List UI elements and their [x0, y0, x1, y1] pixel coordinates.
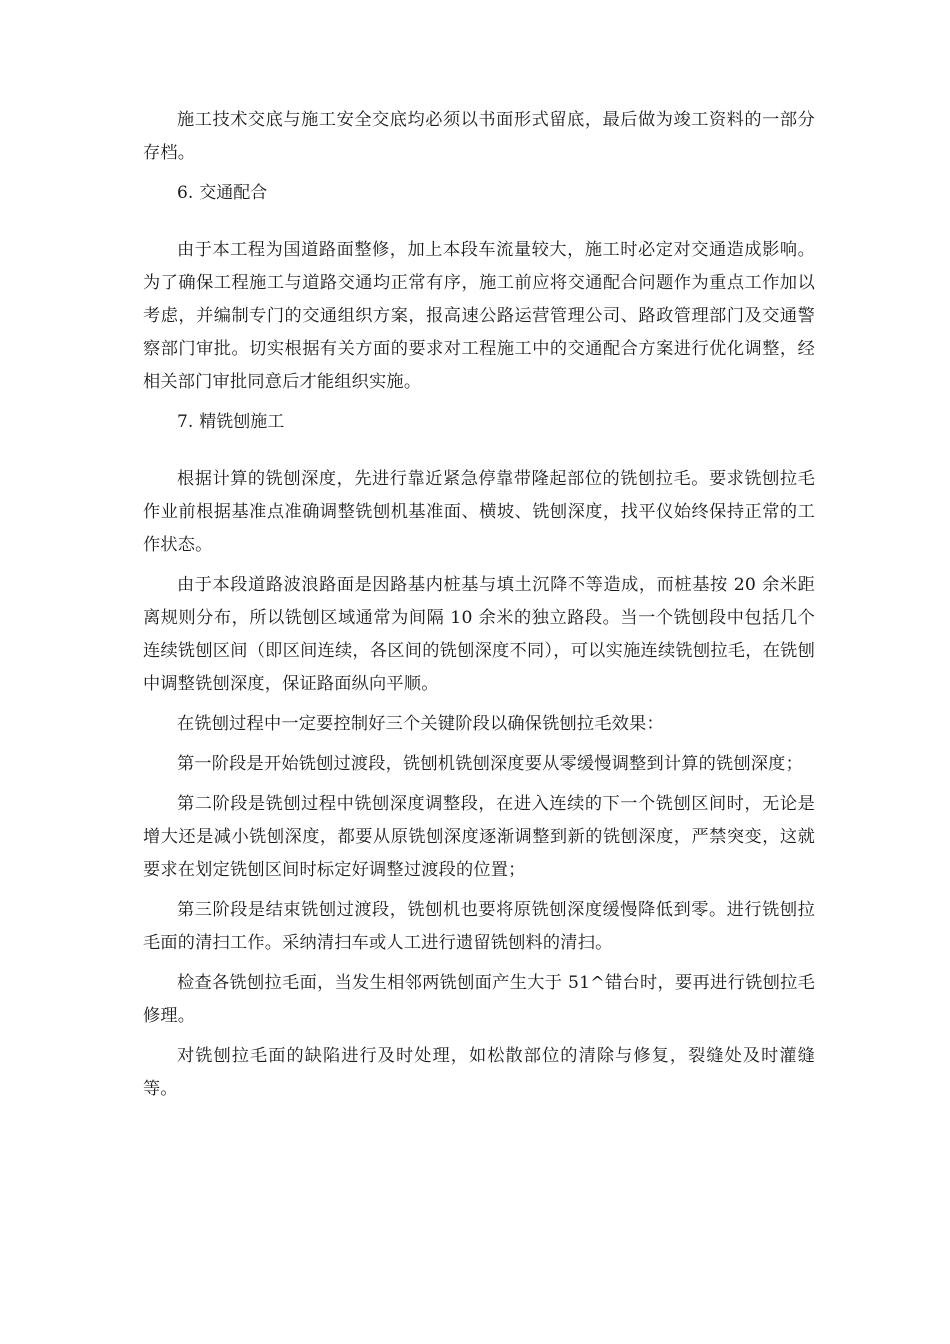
- section-heading-milling: [143, 406, 815, 439]
- paragraph-defect-treatment: 对铣刨拉毛面的缺陷进行及时处理，如松散部位的清除与修复，裂缝处及时灌缝等。: [143, 1046, 815, 1099]
- paragraph-stage-three: 第三阶段是结束铣刨过渡段，铣刨机也要将原铣刨深度缓慢降低到零。进行铣刨拉毛面的清扫工作。采纳清扫车或人工进行遗留铣刨料的清扫。: [143, 900, 815, 953]
- paragraph-disclosure-archive: 施工技术交底与施工安全交底均必须以书面形式留底，最后做为竣工资料的一部分存档。: [143, 110, 815, 163]
- paragraph-wave-pavement: 由于本段道路波浪路面是因路基内桩基与填土沉降不等造成，而桩基按 20 余米距离规则分布，所以铣刨区域通常为间隔 10 余米的独立路段。当一个铣刨段中包括几个连续铣刨区间（即区间连续，各区间的铣刨深度不同），可以实施连续铣刨拉毛，在铣刨中调整铣刨深度，保证路面纵向平顺。: [143, 575, 815, 694]
- paragraph-inspection: 检查各铣刨拉毛面，当发生相邻两铣刨面产生大于 51^错台时，要再进行铣刨拉毛修理。: [143, 973, 815, 1026]
- section-number: 7.: [177, 412, 194, 432]
- paragraph-traffic-coordination: 由于本工程为国道路面整修，加上本段车流量较大，施工时必定对交通造成影响。为了确保工程施工与道路交通均正常有序，施工前应将交通配合问题作为重点工作加以考虑，并编制专门的交通组织方案，报高速公路运营管理公司、路政管理部门及交通警察部门审批。切实根据有关方面的要求对工程施工中的交通配合方案进行优化调整，经相关部门审批同意后才能组织实施。: [143, 240, 815, 392]
- paragraph-stage-one: 第一阶段是开始铣刨过渡段，铣刨机铣刨深度要从零缓慢调整到计算的铣刨深度；: [177, 754, 803, 774]
- section-title: 交通配合: [199, 183, 268, 203]
- document-body: [143, 104, 815, 1113]
- section-heading-traffic: [143, 177, 815, 210]
- paragraph-milling-depth: 根据计算的铣刨深度，先进行靠近紧急停靠带隆起部位的铣刨拉毛。要求铣刨拉毛作业前根据基准点准确调整铣刨机基准面、横坡、铣刨深度，找平仪始终保持正常的工作状态。: [143, 469, 815, 555]
- paragraph-three-stages: 在铣刨过程中一定要控制好三个关键阶段以确保铣刨拉毛效果：: [177, 714, 664, 734]
- section-number: 6.: [177, 183, 194, 203]
- section-title: 精铣刨施工: [199, 412, 285, 432]
- paragraph-stage-two: 第二阶段是铣刨过程中铣刨深度调整段，在进入连续的下一个铣刨区间时，无论是增大还是减小铣刨深度，都要从原铣刨深度逐渐调整到新的铣刨深度，严禁突变，这就要求在划定铣刨区间时标定好调整过渡段的位置；: [143, 794, 815, 880]
